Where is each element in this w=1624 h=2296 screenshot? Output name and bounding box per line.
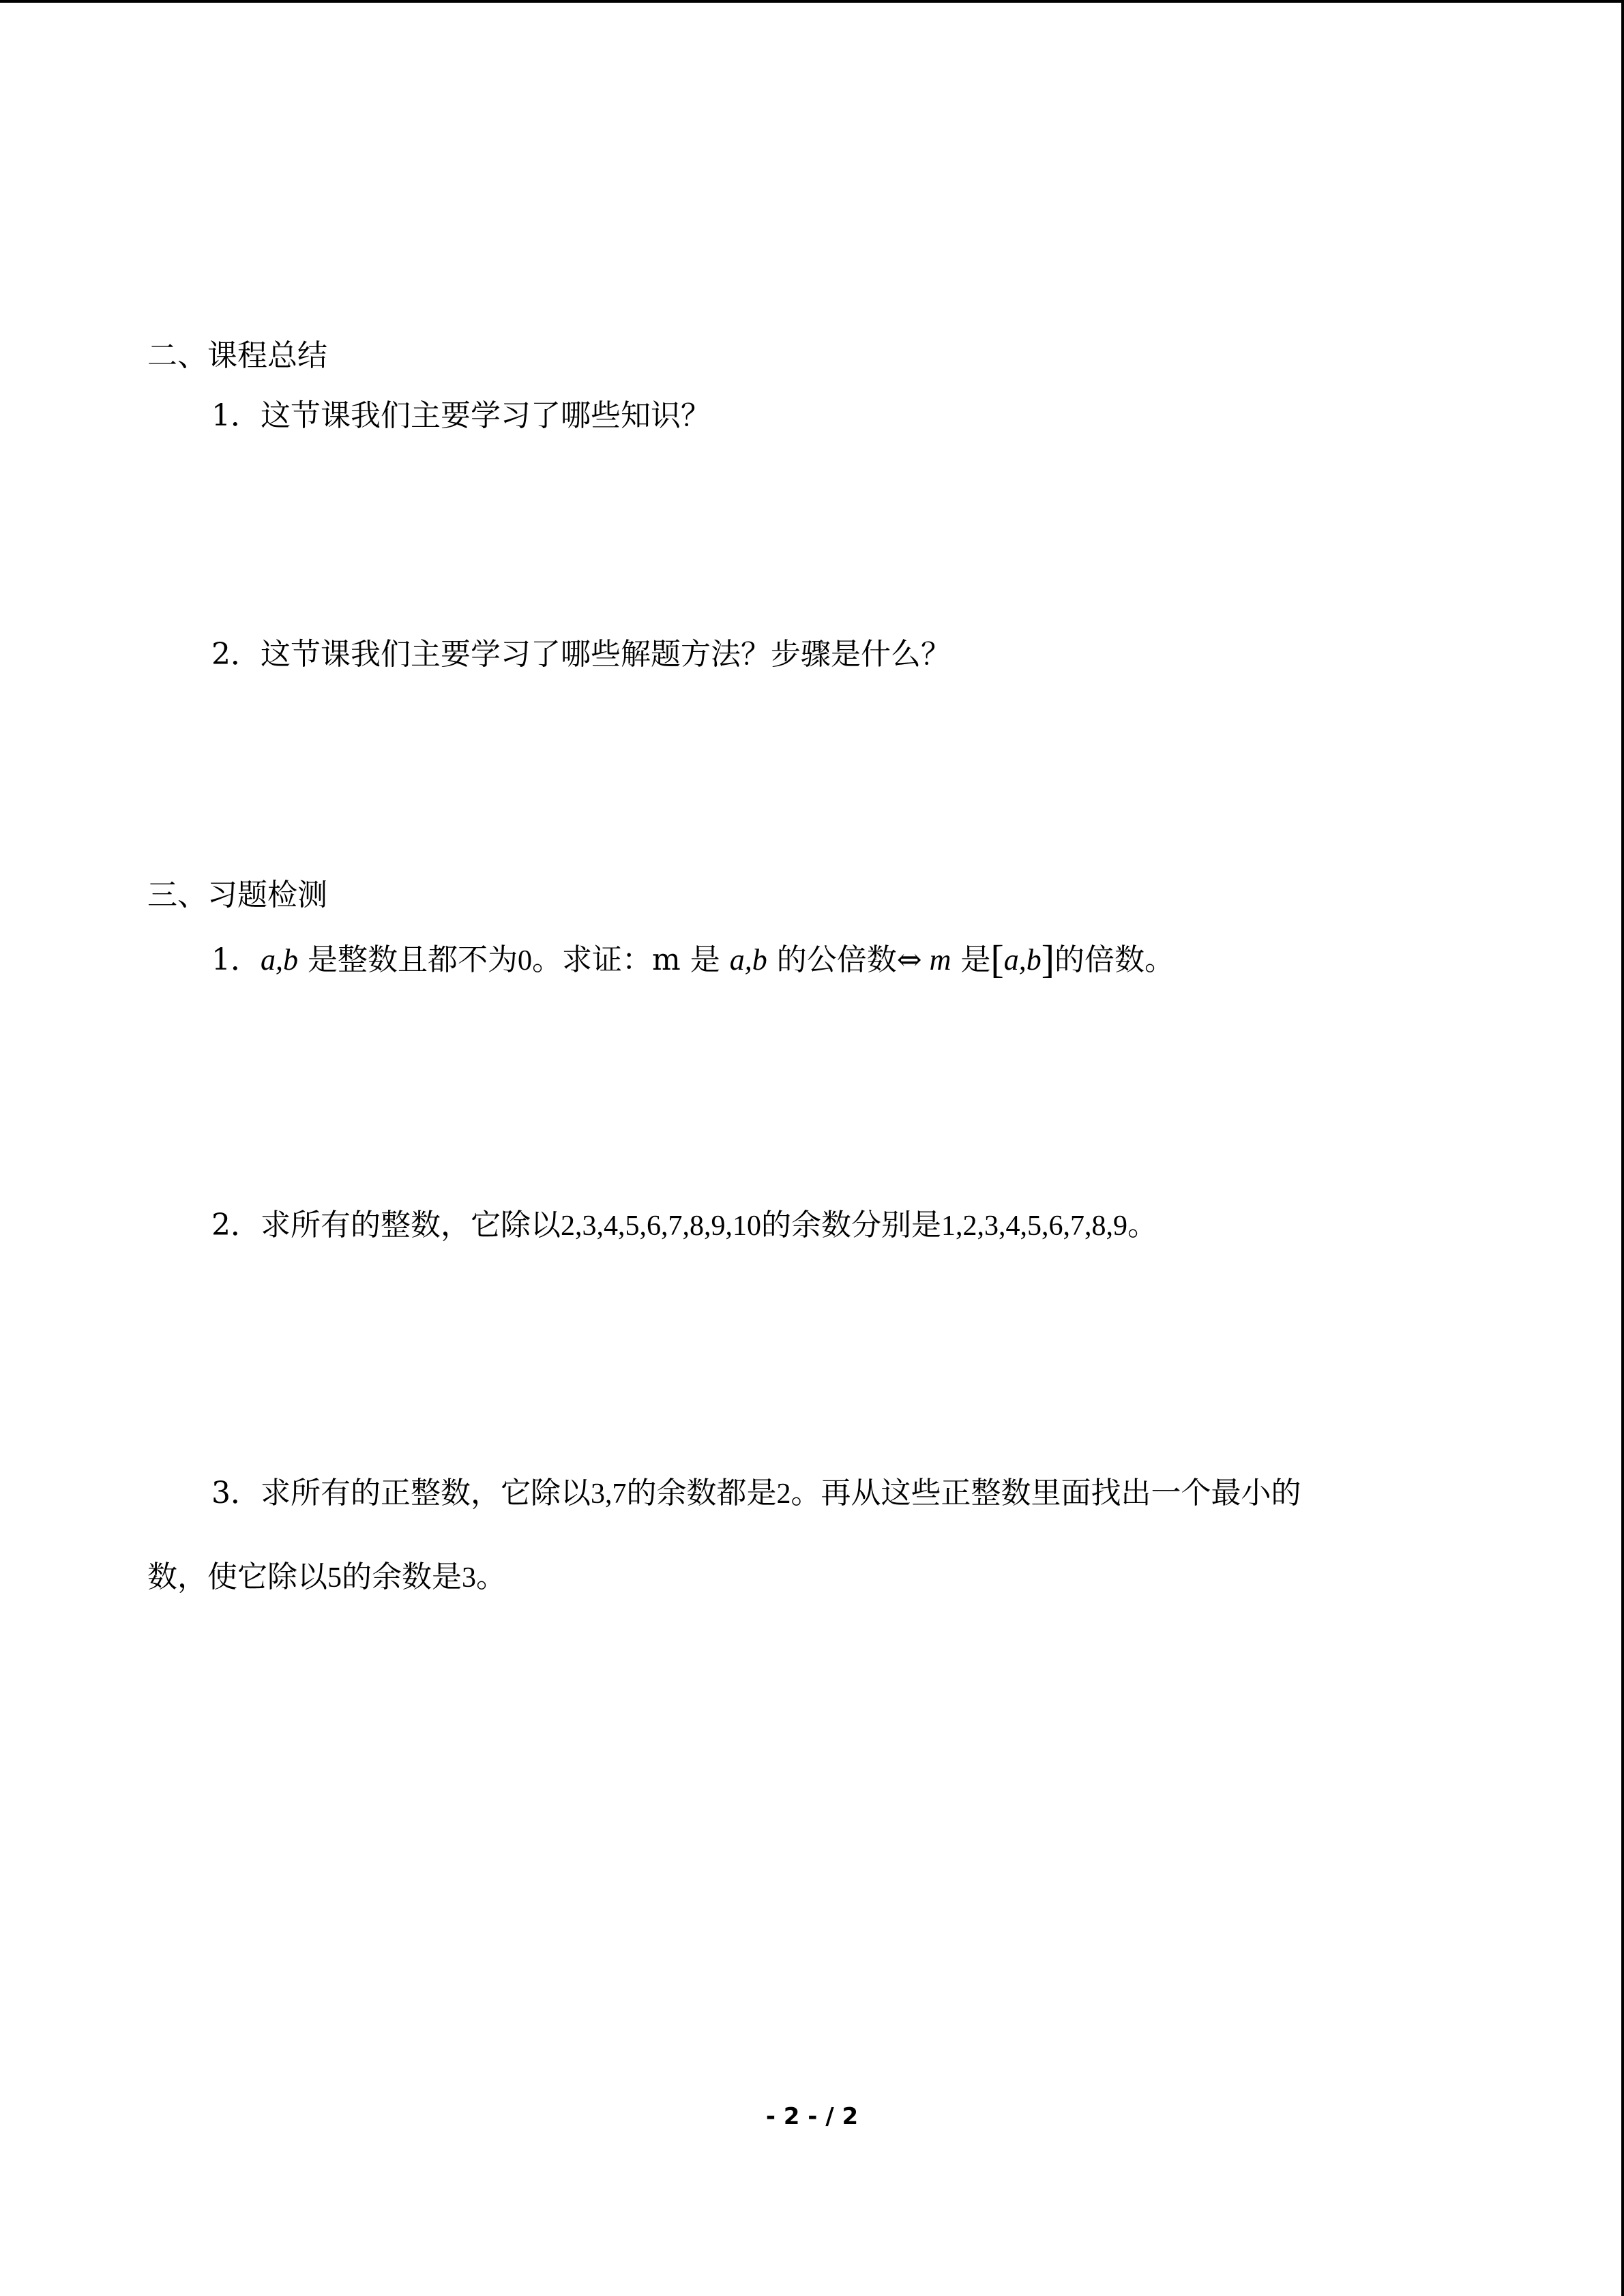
page-right-border <box>1621 0 1624 2296</box>
exercise-3-text-e: 的余数是 <box>342 1560 462 1594</box>
exercise-1-text-d: 是 <box>951 942 991 977</box>
exercise-1-text-e: 的倍数。 <box>1054 942 1175 977</box>
exercise-3-divisors: 3,7 <box>591 1478 627 1510</box>
summary-question-2: 2．这节课我们主要学习了哪些解题方法？步骤是什么？ <box>211 637 951 672</box>
exercise-3-line-2 <box>147 1557 506 1598</box>
exercise-3-remainder-3: 3 <box>462 1562 476 1594</box>
section-heading-exercises: 三、习题检测 <box>147 878 327 912</box>
exercise-2-divisors: 2,3,4,5,6,7,8,9,10 <box>561 1210 761 1242</box>
iff-symbol: ⇔ <box>896 942 922 977</box>
lcm-right-bracket: ] <box>1041 937 1055 981</box>
exercise-1-number: 1． <box>211 942 261 977</box>
exercise-2-text-c: 。 <box>1127 1208 1157 1242</box>
exercise-3-text-b: 的余数都是 <box>626 1476 777 1510</box>
exercise-1-ab-2: a,b <box>729 943 767 976</box>
page-top-border <box>0 0 1624 3</box>
exercise-1-text-b: 。求证：m 是 <box>532 942 730 977</box>
exercise-3-text-c: 。再从这些正整数里面找出一个最小的 <box>791 1476 1301 1510</box>
exercise-3-divisor-5: 5 <box>327 1562 342 1594</box>
exercise-3-text-f: 。 <box>476 1560 506 1594</box>
exercise-1-zero: 0 <box>518 945 532 976</box>
page-number: - 2 - / 2 <box>765 2103 859 2130</box>
exercise-2-text-a: 2．求所有的整数，它除以 <box>211 1208 561 1242</box>
exercise-3-remainder: 2 <box>776 1478 791 1510</box>
exercise-1-text-a: 是整数且都不为 <box>298 942 518 977</box>
exercise-3-text-d: 数，使它除以 <box>147 1560 327 1594</box>
exercise-1-m: m <box>921 943 951 976</box>
exercise-3-line-1 <box>211 1473 1301 1515</box>
section-heading-summary: 二、课程总结 <box>147 338 327 373</box>
exercise-2-text-b: 的余数分别是 <box>761 1208 941 1242</box>
exercise-1-ab-3: a,b <box>1003 943 1042 976</box>
exercise-1-text-c: 的公倍数 <box>767 942 897 977</box>
exercise-2-remainders: 1,2,3,4,5,6,7,8,9 <box>941 1210 1127 1242</box>
exercise-2 <box>211 1205 1157 1247</box>
lcm-left-bracket: [ <box>990 937 1004 981</box>
exercise-1 <box>211 937 1175 981</box>
exercise-3-text-a: 3．求所有的正整数，它除以 <box>211 1476 591 1510</box>
exercise-1-ab: a,b <box>261 943 298 976</box>
summary-question-1: 1．这节课我们主要学习了哪些知识？ <box>211 398 711 433</box>
